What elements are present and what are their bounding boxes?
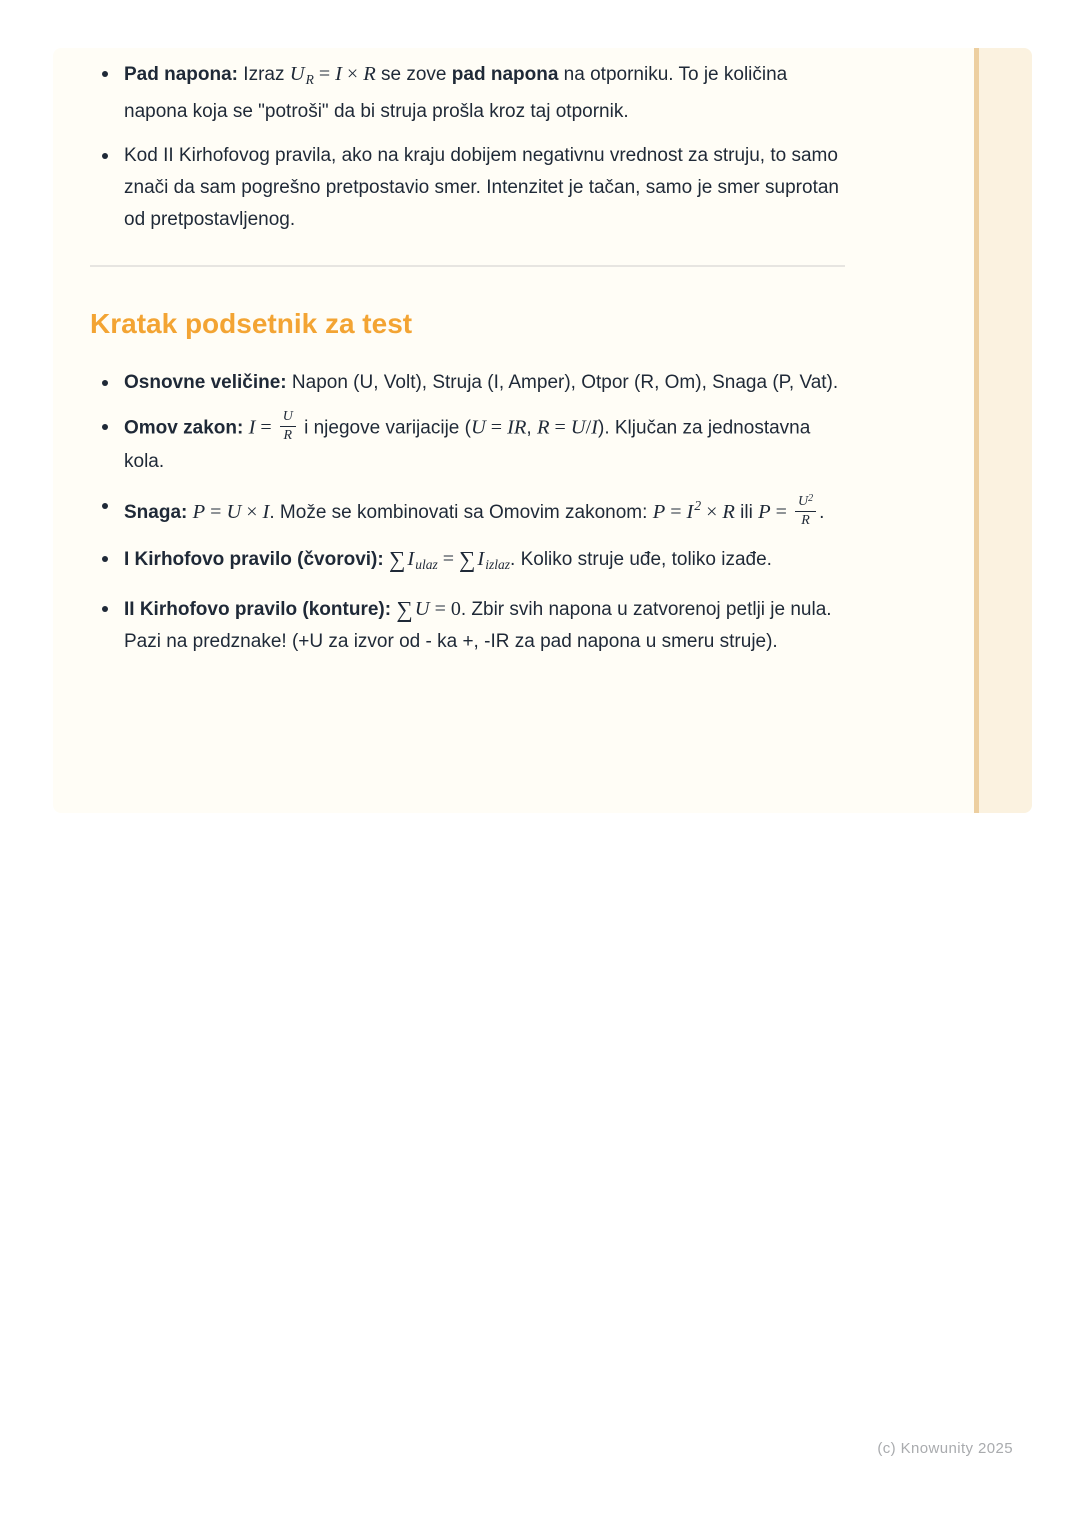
section-heading: Kratak podsetnik za test [90, 308, 413, 339]
list-item: Omov zakon: I = $\frac{U}{R}$ i njegove varijacije (U = IR, R = U/I). Ključan za jednostavna kola. [90, 411, 845, 478]
fraction: $\frac{U^2}{R}$ [795, 493, 816, 529]
list-item: Osnovne veličine: Napon (U, Volt), Struja (I, Amper), Otpor (R, Om), Snaga (P, Vat). [90, 367, 845, 399]
summary-list [90, 367, 845, 658]
notes-card [53, 48, 1032, 813]
list-item: II Kirhofovo pravilo (konture): ∑U = 0. Zbir svih napona u zatvorenoj petlji je nula. Pazi na predznake! (+U za izvor od - ka +, -IR za pad napona u smeru struje). [90, 593, 845, 658]
list-item: Kod II Kirhofovog pravila, ako na kraju dobijem negativnu vrednost za struju, to samo znači da sam pogrešno pretpostavio smer. Intenzitet je tačan, samo je smer suprotan od pretpostavljenog. [90, 140, 845, 236]
card-content [90, 58, 845, 658]
sum-symbol: ∑ [388, 547, 406, 573]
intro-notes-list [90, 58, 845, 236]
section-divider [90, 265, 845, 267]
sum-symbol: ∑ [396, 597, 413, 623]
list-item: Snaga: P = U × I. Može se kombinovati sa Omovim zakonom: $P = I^2 \times R$ ili P = $\frac{U^2}{R}$ . [90, 490, 845, 531]
list-item: Pad napona: Izraz $U_R = I \times R$ se zove pad napona na otporniku. To je količina napona koja se "potroši" da bi struja prošla kroz taj otpornik. [90, 58, 845, 128]
fraction: $\frac{U}{R}$ [280, 409, 296, 444]
footer-copyright: (c) Knowunity 2025 [877, 1440, 1013, 1457]
sum-symbol: ∑ [459, 547, 476, 573]
card-accent-stripe [974, 48, 1032, 813]
list-item: I Kirhofovo pravilo (čvorovi): $\sum I_{ulaz} = \sum I_{izlaz}$. Koliko struje uđe, toliko izađe. [90, 543, 845, 581]
